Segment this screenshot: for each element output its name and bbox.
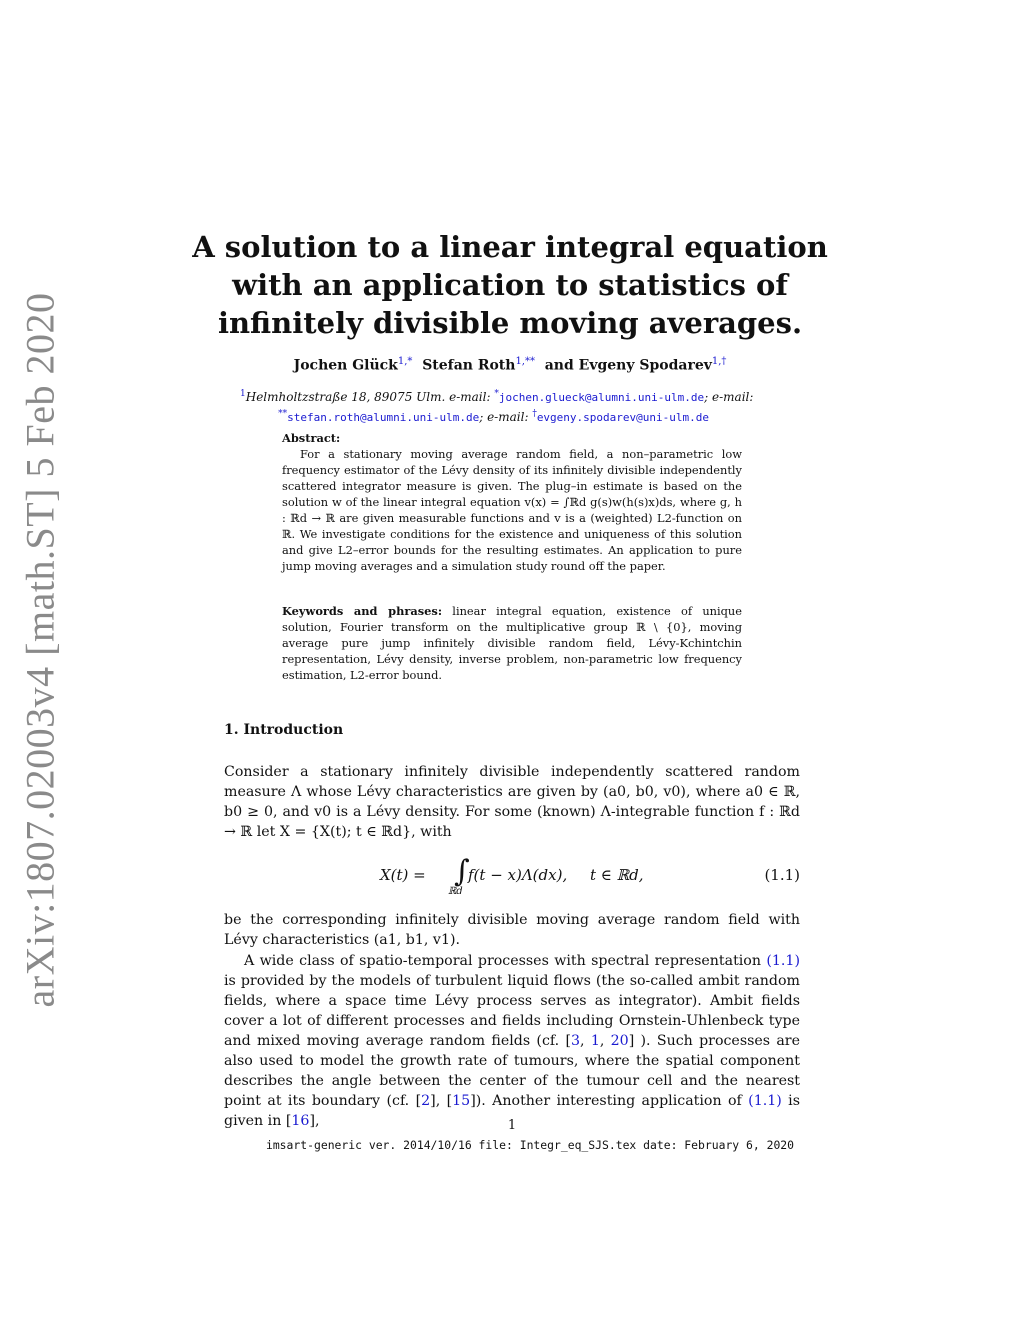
text-run: is given in [ bbox=[224, 1093, 801, 1129]
paper-title bbox=[180, 228, 840, 342]
equation-ref-link[interactable]: (1.1) bbox=[748, 1093, 782, 1109]
email-separator: ; e-mail: bbox=[479, 410, 533, 424]
paragraph: Consider a stationary infinitely divisible independently scattered random measure Λ whose Lévy characteristics are given by (a0, b0, v0), where a0 ∈ ℝ, b0 ≥ 0, and v0 is a Lévy density. For some (known) Λ-integrable function f : ℝd → ℝ let X = {X(t); t ∈ ℝd}, with bbox=[224, 764, 800, 840]
author-name: Evgeny Spodarev bbox=[578, 357, 712, 374]
section-heading: 1. Introduction bbox=[224, 722, 344, 738]
keywords-heading: Keywords and phrases: bbox=[282, 604, 443, 618]
abstract-text: For a stationary moving average random field, a non–parametric low frequency estimator of the Lévy density of its infinitely divisible independently scattered integrator measure is given. The plug–in estimate is based on the solution w of the linear integral equation v(x) = ∫ℝd g(s)w(h(s)x)ds, where g, h : ℝd → ℝ are given measurable functions and v is a (weighted) L2-function on ℝ. We investigate conditions for the existence and uniqueness of this solution and give L2–error bounds for the resulting estimates. An application to pure jump moving averages and a simulation study round off the paper. bbox=[282, 447, 742, 573]
page-footer: imsart-generic ver. 2014/10/16 file: Integr_eq_SJS.tex date: February 6, 2020 bbox=[265, 1138, 795, 1152]
affiliation bbox=[240, 386, 785, 426]
title-line: A solution to a linear integral equation bbox=[192, 230, 828, 264]
arxiv-sidebar bbox=[0, 0, 80, 1325]
email-mark: ** bbox=[278, 409, 288, 419]
citation-link[interactable]: 1 bbox=[590, 1033, 600, 1049]
author-name: Stefan Roth bbox=[422, 357, 516, 374]
equation-1-1 bbox=[224, 854, 800, 900]
email-link[interactable]: jochen.glueck@alumni.uni-ulm.de bbox=[498, 391, 705, 404]
integral-sign: ∫ bbox=[454, 854, 470, 889]
citation-link[interactable]: 20 bbox=[610, 1033, 629, 1049]
paragraph: A wide class of spatio-temporal processes with spectral representation (1.1) is provided by the models of turbulent liquid flows (the so-called ambit random fields, where a space time Lévy process serves as integrator). Ambit fields cover a lot of different processes and fields including Ornstein-Uhlenbeck type and mixed moving average random fields (cf. [3, 1, 20] ). Such processes are also used to model the growth rate of tumours, where the spatial component describes the angle between the center of the tumour cell and the nearest point at its boundary (cf. [2], [15]). Another interesting application of (1.1) is given in [16], bbox=[224, 953, 801, 1129]
citation-link[interactable]: 2 bbox=[421, 1093, 431, 1109]
email-link[interactable]: stefan.roth@alumni.uni-ulm.de bbox=[287, 411, 480, 424]
keywords bbox=[282, 603, 742, 683]
text-run: ]). Another interesting application of bbox=[470, 1093, 749, 1109]
citation-link[interactable]: 15 bbox=[452, 1093, 471, 1109]
equation-ref-link[interactable]: (1.1) bbox=[766, 953, 800, 969]
text-run: ] ). Such processes are also used to model the growth rate of tumours, where the spatial component describes the angle between the center of the tumour cell and the nearest point at its boundary (cf. [ bbox=[224, 1033, 800, 1109]
affiliation-address: Helmholtzstraße 18, 89075 Ulm. e-mail: bbox=[245, 390, 495, 404]
paragraph: be the corresponding infinitely divisible moving average random field with Lévy characteristics (a1, b1, v1). bbox=[224, 912, 800, 948]
author-mark: 1,* bbox=[397, 356, 413, 367]
citation-link[interactable]: 3 bbox=[570, 1033, 581, 1049]
equation-number: (1.1) bbox=[764, 866, 800, 884]
citation-link[interactable]: 16 bbox=[291, 1113, 310, 1129]
email-mark: * bbox=[494, 389, 499, 399]
keywords-text: linear integral equation, existence of unique solution, Fourier transform on the multiplicative group ℝ \ {0}, moving average pure jump infinitely divisible random field, Lévy-Kchintchin representation, Lévy density, inverse problem, non-parametric low frequency estimation, L2-error bound. bbox=[282, 604, 743, 682]
page-number: 1 bbox=[507, 1118, 517, 1133]
email-link[interactable]: evgeny.spodarev@uni-ulm.de bbox=[536, 411, 709, 424]
abstract bbox=[282, 430, 742, 574]
equation-lhs: X(t) = bbox=[380, 866, 426, 884]
arxiv-identifier: arXiv:1807.02003v4 [math.ST] 5 Feb 2020 bbox=[17, 292, 63, 1008]
author-mark: 1,† bbox=[711, 356, 727, 367]
abstract-heading: Abstract: bbox=[282, 431, 341, 445]
author-mark: 1,** bbox=[515, 356, 535, 367]
email-mark: † bbox=[532, 409, 537, 419]
title-line: with an application to statistics of bbox=[232, 268, 788, 302]
text-run: ], bbox=[309, 1113, 320, 1129]
text-run: is provided by the models of turbulent liquid flows (the so-called ambit random fields, where a space time Lévy process serves as integrator). Ambit fields cover a lot of different processes and fields including Ornstein-Uhlenbeck type and mixed moving average random fields (cf. [ bbox=[224, 973, 800, 1049]
text-run: A wide class of spatio-temporal processes with spectral representation bbox=[244, 953, 767, 969]
affiliation-mark: 1 bbox=[240, 389, 246, 399]
equation-integrand: f(t − x)Λ(dx), bbox=[468, 866, 568, 884]
equation-condition: t ∈ ℝd, bbox=[590, 866, 644, 884]
authors-joiner: and bbox=[544, 357, 574, 374]
author-name: Jochen Glück bbox=[293, 357, 398, 374]
email-separator: ; e-mail: bbox=[704, 390, 754, 404]
author-list bbox=[180, 356, 840, 374]
integral-domain: ℝd bbox=[448, 886, 463, 897]
text-run: ], [ bbox=[430, 1093, 453, 1109]
title-line: infinitely divisible moving averages. bbox=[217, 306, 803, 340]
